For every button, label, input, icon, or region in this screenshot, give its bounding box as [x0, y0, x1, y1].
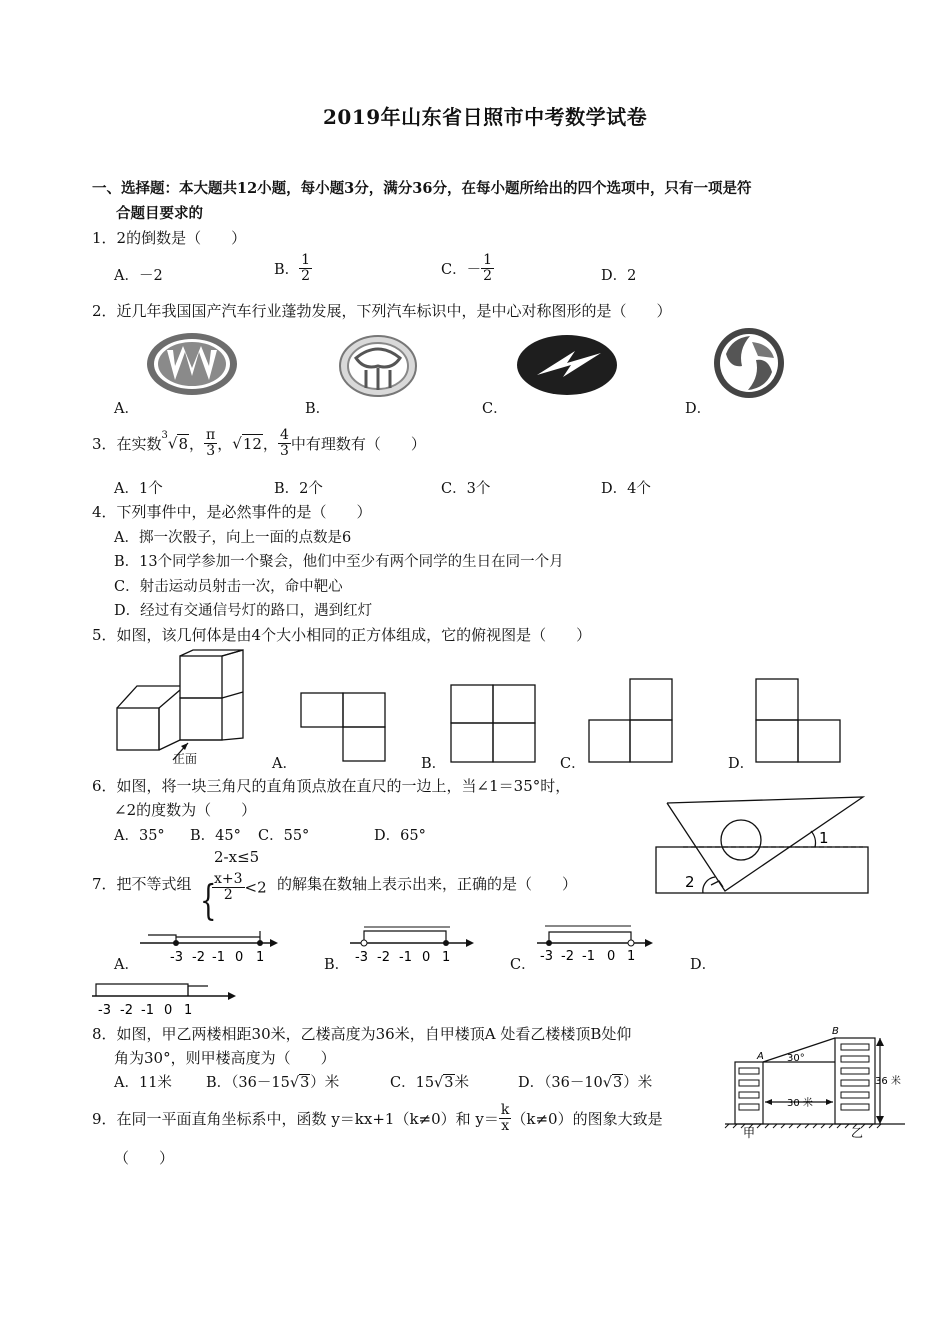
- q6-option-b: B．45°: [190, 828, 241, 844]
- car-logo-d: [712, 326, 787, 401]
- page-title: 2019年山东省日照市中考数学试卷: [323, 105, 648, 129]
- q6-option-c: C．55°: [258, 828, 310, 844]
- q7-b-tick-3: 0: [422, 950, 431, 965]
- q3-stem: [92, 428, 426, 459]
- q7-c-tick-4: 1: [627, 949, 636, 964]
- q3-sqrt-radicand: 12: [242, 434, 262, 453]
- q9-f-num: k: [500, 1102, 510, 1118]
- q8-b-radicand: 3: [300, 1075, 310, 1091]
- q5-label-a: A．: [272, 756, 297, 772]
- q9-pre: 9．在同一平面直角坐标系中，函数 y＝kx+1（k≠0）和 y＝: [92, 1110, 499, 1128]
- q5-solid-figure: [115, 650, 245, 765]
- q7-ineq2-rel: <2: [244, 878, 267, 897]
- q3-cbrt-symbol: √: [167, 434, 178, 453]
- q1-option-a: A．－2: [114, 268, 163, 284]
- q7-inequality-2: [212, 872, 267, 903]
- q8-b-pre: B．（36－15: [206, 1075, 290, 1091]
- q8-option-d: [518, 1071, 652, 1092]
- q7-option-c-numberline: [537, 922, 657, 962]
- q8-fig-distance: 30 米: [787, 1098, 813, 1109]
- q8-c-radicand: 3: [444, 1075, 454, 1091]
- q5-stem: 5．如图，该几何体是由4个大小相同的正方体组成，它的俯视图是（ ）: [92, 626, 592, 644]
- q6-angle2-label: 2: [685, 873, 695, 891]
- q8-b-post: ）米: [310, 1075, 340, 1091]
- q8-b-sqrt-symbol: √: [289, 1075, 300, 1091]
- q7-b-tick-1: -2: [377, 950, 390, 965]
- q3-four-thirds: [278, 428, 291, 459]
- q5-option-b-figure: [450, 684, 536, 764]
- q2-label-b: B．: [305, 401, 331, 417]
- q7-ineq2-fraction: [212, 872, 245, 903]
- q7-a-tick-0: -3: [170, 950, 183, 965]
- q8-d-sqrt-symbol: √: [602, 1075, 613, 1091]
- q9-post: （k≠0）的图象大致是: [511, 1110, 663, 1128]
- q7-a-tick-2: -1: [212, 950, 225, 965]
- q8-option-b: [206, 1071, 339, 1092]
- q1-b-denominator: 2: [301, 268, 311, 284]
- q7-d-tick-3: 0: [164, 1003, 173, 1018]
- q7-option-b-numberline: [350, 925, 480, 965]
- q1-option-c: [441, 253, 494, 284]
- q6-option-a: A．35°: [114, 828, 165, 844]
- q7-brace: {: [200, 877, 217, 926]
- q1-b-numerator: 1: [301, 252, 311, 268]
- q5-label-d: D．: [728, 756, 755, 772]
- q6-angle1-label: 1: [819, 829, 829, 847]
- q8-d-radicand: 3: [613, 1075, 623, 1091]
- q4-stem: 4．下列事件中，是必然事件的是（ ）: [92, 503, 372, 521]
- q9-f-den: x: [501, 1118, 510, 1134]
- q3-pi-fraction: [204, 428, 217, 459]
- q1-c-denominator: 2: [483, 268, 493, 284]
- q8-buildings-figure: [725, 1022, 910, 1140]
- q8-fig-label-b: B: [832, 1026, 839, 1037]
- q7-option-a-numberline: [140, 925, 280, 965]
- q6-ruler-triangle-figure: [655, 795, 870, 900]
- q4-option-a: A．掷一次骰子，向上一面的点数是6: [114, 530, 352, 546]
- car-logo-b: [336, 330, 421, 400]
- q7-a-tick-3: 0: [235, 950, 244, 965]
- q7-label-d: D．: [690, 957, 717, 973]
- q1-c-numerator: 1: [483, 252, 493, 268]
- q7-c-tick-1: -2: [561, 949, 574, 964]
- q9-answer-paren: （ ）: [114, 1149, 175, 1167]
- q8-stem-line1: 8．如图，甲乙两楼相距30米，乙楼高度为36米，自甲楼顶A 处看乙楼楼顶B处仰: [92, 1025, 632, 1043]
- q8-fig-building-right: 乙: [851, 1126, 864, 1140]
- q7-ineq2-den: 2: [223, 887, 233, 903]
- q6-option-d: D．65°: [374, 828, 426, 844]
- q7-a-tick-1: -2: [192, 950, 205, 965]
- q9-fraction: [499, 1103, 511, 1134]
- q8-fig-angle: 30°: [787, 1053, 805, 1064]
- q7-b-tick-2: -1: [399, 950, 412, 965]
- q3-cbrt-radicand: 8: [178, 434, 189, 453]
- q7-label-b: B．: [324, 957, 350, 973]
- q3-option-b: B．2个: [274, 481, 323, 497]
- q7-post: 的解集在数轴上表示出来，正确的是（ ）: [277, 875, 578, 893]
- q8-c-post: 米: [454, 1075, 470, 1091]
- q2-label-d: D．: [685, 401, 712, 417]
- q3-sep-2: ，: [217, 435, 233, 453]
- q1-option-c-prefix: C．－: [441, 262, 482, 278]
- q8-c-pre: C．15: [390, 1075, 435, 1091]
- q7-d-tick-1: -2: [120, 1003, 133, 1018]
- q3-sqrt-symbol: √: [232, 434, 242, 453]
- q8-d-post: ）米: [623, 1075, 653, 1091]
- q7-c-tick-0: -3: [540, 949, 553, 964]
- q1-stem: 1．2的倒数是（ ）: [92, 229, 247, 247]
- q7-b-tick-0: -3: [355, 950, 368, 965]
- q5-option-d-figure: [755, 678, 841, 764]
- q3-pi-den: 3: [206, 443, 216, 459]
- q2-stem: 2．近几年我国国产汽车行业蓬勃发展，下列汽车标识中，是中心对称图形的是（ ）: [92, 302, 672, 320]
- q6-stem-line2: ∠2的度数为（ ）: [114, 801, 257, 819]
- q1-option-b: [274, 253, 312, 284]
- car-logo-a: [145, 330, 240, 400]
- q5-label-b: B．: [421, 756, 447, 772]
- q8-fig-label-a: A: [757, 1051, 764, 1062]
- q1-option-c-fraction: [481, 253, 494, 284]
- q8-fig-height: 36 米: [875, 1076, 901, 1087]
- q7-d-tick-4: 1: [184, 1003, 193, 1018]
- section-heading: 一、选择题：本大题共12小题，每小题3分，满分36分，在每小题所给出的四个选项中，只有一项是符: [92, 180, 752, 197]
- q3-sep-3: ，: [262, 435, 278, 453]
- q1-option-b-fraction: [299, 253, 312, 284]
- q4-option-c: C．射击运动员射击一次，命中靶心: [114, 579, 343, 595]
- q8-option-c: [390, 1071, 469, 1092]
- q7-d-tick-2: -1: [141, 1003, 154, 1018]
- q3-cbrt-index: 3: [161, 430, 168, 441]
- q5-label-c: C．: [560, 756, 586, 772]
- q3-option-c: C．3个: [441, 481, 491, 497]
- q3-f-num: 4: [279, 427, 289, 443]
- q1-option-b-prefix: B．: [274, 262, 300, 278]
- q7-inequality-1: 2-x≤5: [214, 848, 260, 866]
- q3-post: 中有理数有（ ）: [290, 435, 426, 453]
- q7-d-tick-0: -3: [98, 1003, 111, 1018]
- q3-sep-1: ，: [189, 435, 205, 453]
- q3-f-den: 3: [279, 443, 289, 459]
- q7-option-d-numberline: [92, 978, 242, 1018]
- q7-b-tick-4: 1: [442, 950, 451, 965]
- q7-label-c: C．: [510, 957, 536, 973]
- q5-option-c-figure: [588, 678, 674, 764]
- q2-label-a: A．: [114, 401, 139, 417]
- q3-option-a: A．1个: [114, 481, 163, 497]
- q7-c-tick-3: 0: [607, 949, 616, 964]
- q3-pi-num: π: [206, 427, 216, 443]
- q8-option-a: A．11米: [114, 1075, 172, 1091]
- q7-a-tick-4: 1: [256, 950, 265, 965]
- section-heading-cont: 合题目要求的: [116, 205, 203, 222]
- q3-pre: 3．在实数: [92, 435, 162, 453]
- q2-label-c: C．: [482, 401, 508, 417]
- q1-option-d: D．2: [601, 268, 637, 284]
- q6-stem-line1: 6．如图，将一块三角尺的直角顶点放在直尺的一边上，当∠1＝35°时，: [92, 777, 571, 795]
- q7-c-tick-2: -1: [582, 949, 595, 964]
- q7-ineq2-num: x+3: [214, 871, 243, 887]
- q5-front-label: 正面: [173, 752, 198, 766]
- car-logo-c: [515, 333, 620, 398]
- q8-fig-building-left: 甲: [743, 1126, 756, 1140]
- q5-option-a-figure: [300, 692, 386, 762]
- q7-label-a: A．: [114, 957, 139, 973]
- q4-option-b: B．13个同学参加一个聚会，他们中至少有两个同学的生日在同一个月: [114, 554, 564, 570]
- q8-c-sqrt-symbol: √: [434, 1075, 444, 1091]
- q7-pre: 7．把不等式组: [92, 875, 192, 893]
- q9-stem: [92, 1103, 663, 1134]
- q3-option-d: D．4个: [601, 481, 651, 497]
- q8-d-pre: D．（36－10: [518, 1075, 603, 1091]
- q8-stem-line2: 角为30°，则甲楼高度为（ ）: [114, 1049, 336, 1067]
- q4-option-d: D．经过有交通信号灯的路口，遇到红灯: [114, 603, 373, 619]
